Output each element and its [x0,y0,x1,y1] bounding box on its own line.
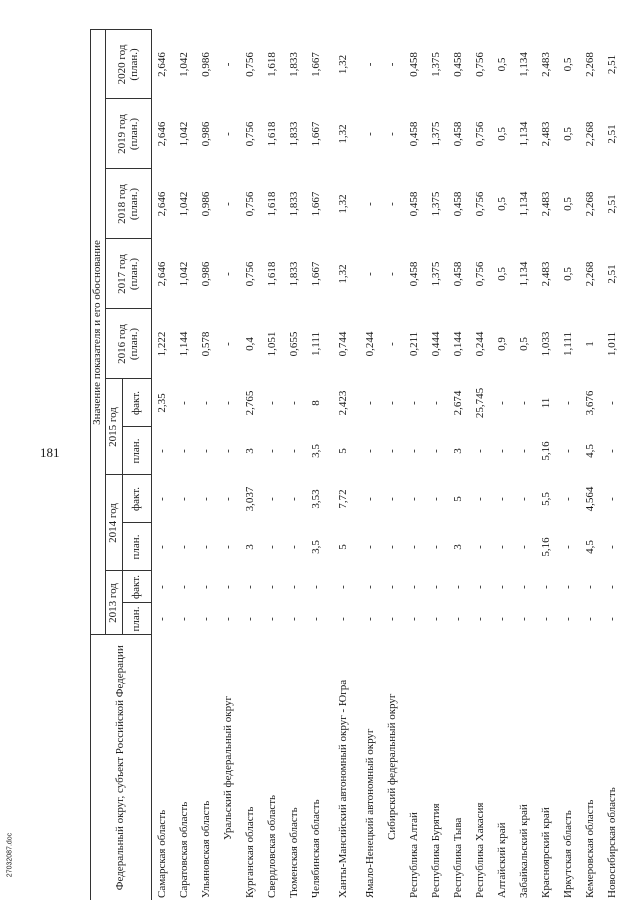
value-cell: 1,667 [310,52,323,77]
value-cell: 5,16 [540,441,553,461]
value-cell: 0,756 [244,121,257,147]
region-name-cell: Свердловская область [266,794,279,898]
value-cell: 1,618 [266,121,279,147]
region-name-cell: Республика Алтай [408,812,421,898]
value-cell: 0,5 [562,57,575,72]
table-row [328,30,360,900]
value-cell: - [606,497,619,501]
table-row [306,30,328,900]
value-cell: - [518,585,531,589]
value-cell: - [430,585,443,589]
value-cell: 1,618 [266,191,279,217]
value-cell: 0,986 [200,52,213,77]
value-cell: - [288,497,301,501]
value-cell: - [496,449,509,453]
value-cell: - [337,585,350,589]
value-cell: 2,423 [337,390,350,416]
value-cell: - [430,449,443,453]
value-cell: 1,375 [430,121,443,147]
value-cell: - [222,617,235,621]
region-name-cell: Красноярский край [540,807,553,898]
value-cell: 5 [337,544,350,550]
value-cell: 0,756 [474,121,487,147]
value-cell: - [266,497,279,501]
value-cell: - [200,585,213,589]
value-cell: - [540,585,553,589]
value-cell: 0,458 [408,52,421,77]
region-name-cell: Самарская область [156,809,169,898]
value-cell: 2,483 [540,261,553,287]
value-cell: 25,745 [474,387,487,419]
value-cell: - [606,617,619,621]
value-cell: - [386,132,399,136]
value-cell: 1,375 [430,191,443,217]
value-cell: 0,458 [452,261,465,287]
value-cell: - [200,617,213,621]
value-cell: 0,986 [200,261,213,287]
value-cell: 1,618 [266,52,279,77]
plan-header: план. [123,523,152,571]
value-cell: 0,5 [496,127,509,141]
value-cell: - [496,401,509,405]
year-header: 2015 год [106,379,123,475]
value-cell: - [288,545,301,549]
value-cell: 2,646 [156,52,169,77]
fact-header: факт. [123,475,152,523]
value-cell: - [222,449,235,453]
value-cell: 1,833 [288,191,301,217]
value-cell: - [408,401,421,405]
value-cell: - [408,617,421,621]
value-cell: - [364,62,377,67]
value-group-header: Значение показателя и его обоснование [91,30,106,635]
value-cell: 1,375 [430,52,443,77]
value-cell: 0,756 [474,191,487,217]
value-cell: 0,244 [364,331,377,357]
table-row [470,30,492,900]
region-name-cell: Курганская область [244,806,257,898]
value-cell: - [156,585,169,589]
value-cell: - [408,545,421,549]
value-cell: - [310,585,323,589]
region-name-cell: Новосибирская область [606,787,619,898]
value-cell: - [310,617,323,621]
value-cell: - [562,497,575,501]
value-cell: 4,5 [584,444,597,458]
value-cell: 3 [244,544,257,550]
value-cell: 4,564 [584,486,597,512]
value-cell: - [430,545,443,549]
value-cell: - [430,401,443,405]
value-cell: - [386,202,399,206]
value-cell: 1,042 [178,52,191,77]
value-cell: 2,268 [584,52,597,77]
value-cell: 0,756 [474,52,487,77]
value-cell: 8 [310,400,323,406]
value-cell: - [540,617,553,621]
value-cell: 0,5 [496,57,509,72]
value-cell: 3,5 [310,540,323,554]
region-name-cell: Кемеровская область [584,799,597,898]
table-row [580,30,602,900]
value-cell: 5,16 [540,537,553,557]
value-cell: 1,134 [518,52,531,77]
value-cell: - [452,617,465,621]
value-cell: 0,144 [452,331,465,357]
value-cell: - [266,545,279,549]
value-cell: 2,268 [584,191,597,217]
value-cell: - [178,401,191,405]
value-cell: 5 [337,448,350,454]
value-cell: 1,042 [178,121,191,147]
value-cell: 1,618 [266,261,279,287]
value-cell: - [288,617,301,621]
value-cell: - [266,449,279,453]
value-cell: - [178,585,191,589]
region-name-cell: Республика Хакасия [474,802,487,898]
value-cell: - [386,449,399,453]
table-row [404,30,426,900]
plan-header: план. [123,427,152,475]
value-cell: 0,5 [562,127,575,141]
value-cell: - [474,449,487,453]
value-cell: - [222,62,235,67]
planned-year-header: 2017 год (план.) [106,239,152,309]
value-cell: - [178,545,191,549]
value-cell: 0,458 [452,191,465,217]
value-cell: 1,833 [288,52,301,77]
value-cell: - [222,497,235,501]
value-cell: 2,646 [156,261,169,287]
value-cell: 0,458 [408,261,421,287]
value-cell: 0,9 [496,337,509,351]
value-cell: - [386,342,399,346]
value-cell: 11 [540,397,553,409]
value-cell: - [178,497,191,501]
value-cell: 0,458 [408,121,421,147]
value-cell: 1,051 [266,331,279,357]
value-cell: 0,756 [474,261,487,287]
value-cell: 3,676 [584,390,597,416]
value-cell: 1,667 [310,121,323,147]
value-cell: 0,458 [408,191,421,217]
value-cell: - [222,132,235,136]
value-cell: - [222,545,235,549]
table-body [152,30,625,900]
value-cell: - [452,585,465,589]
region-name-cell: Республика Тыва [452,817,465,898]
region-name-cell: Тюменская область [288,807,301,898]
value-cell: - [496,497,509,501]
value-cell: 0,458 [452,121,465,147]
rotated-page [90,30,619,900]
value-cell: 1 [584,341,597,347]
value-cell: - [156,617,169,621]
value-cell: 1,833 [288,261,301,287]
value-cell: 0,5 [496,267,509,281]
planned-year-header: 2019 год (план.) [106,99,152,169]
value-cell: - [222,202,235,206]
value-cell: - [386,497,399,501]
table-row [360,30,382,900]
region-name-cell: Челябинская область [310,799,323,898]
value-cell: 3 [244,448,257,454]
value-cell: - [364,617,377,621]
value-cell: 2,646 [156,121,169,147]
value-cell: 2,51 [606,264,619,284]
value-cell: 0,986 [200,191,213,217]
value-cell: - [518,497,531,501]
year-header: 2013 год [106,571,123,635]
region-name-cell: Ямало-Ненецкий автономный округ [364,728,377,898]
value-cell: 2,35 [156,393,169,413]
value-cell: - [562,401,575,405]
value-cell: 3,53 [310,489,323,509]
value-cell: - [430,617,443,621]
value-cell: 0,5 [518,337,531,351]
value-cell: 1,111 [562,332,575,356]
value-cell: 1,32 [337,194,350,214]
value-cell: - [266,585,279,589]
value-cell: - [200,401,213,405]
value-cell: - [156,545,169,549]
table-row [196,30,218,900]
region-name-cell: Уральский федеральный округ [222,695,235,840]
region-column-header: Федеральный округ, субъект Российской Федерации [91,635,152,900]
value-cell: 4,5 [584,540,597,554]
table-row [284,30,306,900]
value-cell: 2,483 [540,191,553,217]
page-number: 181 [40,445,60,460]
table-row [514,30,536,900]
value-cell: - [606,449,619,453]
file-name: 27032087.doc [6,832,14,878]
value-cell: 2,765 [244,390,257,416]
value-cell: 0,211 [408,331,421,357]
value-cell: - [386,545,399,549]
region-name-cell: Иркутская область [562,810,575,898]
table-row [448,30,470,900]
value-cell: 1,134 [518,261,531,287]
value-cell: - [518,617,531,621]
table-row [602,30,624,900]
value-cell: - [474,545,487,549]
value-cell: 1,667 [310,261,323,287]
indicator-table [90,29,624,900]
value-cell: - [496,585,509,589]
value-cell: 0,5 [496,197,509,211]
value-cell: - [266,401,279,405]
fact-header: факт. [123,379,152,427]
value-cell: 1,011 [606,331,619,357]
value-cell: 5,5 [540,492,553,506]
value-cell: - [288,449,301,453]
year-header: 2014 год [106,475,123,571]
value-cell: 2,268 [584,121,597,147]
value-cell: - [562,617,575,621]
region-name-cell: Ульяновская область [200,800,213,898]
value-cell: 2,674 [452,390,465,416]
value-cell: 1,833 [288,121,301,147]
value-cell: 0,655 [288,331,301,357]
fact-header: факт. [123,571,152,603]
table-row [426,30,448,900]
value-cell: 0,986 [200,121,213,147]
region-name-cell: Саратовская область [178,801,191,898]
value-cell: - [364,585,377,589]
value-cell: - [606,401,619,405]
value-cell: - [244,617,257,621]
value-cell: - [222,401,235,405]
planned-year-header: 2016 год (план.) [106,309,152,379]
value-cell: - [408,585,421,589]
table-row [174,30,196,900]
value-cell: 3 [452,544,465,550]
value-cell: - [364,545,377,549]
value-cell: - [386,272,399,276]
value-cell: 1,042 [178,261,191,287]
value-cell: - [200,449,213,453]
table-row [382,30,404,900]
value-cell: - [156,497,169,501]
value-cell: 0,244 [474,331,487,357]
value-cell: - [518,449,531,453]
value-cell: 0,756 [244,261,257,287]
value-cell: 0,458 [452,52,465,77]
value-cell: - [364,401,377,405]
table-row [536,30,558,900]
value-cell: - [606,585,619,589]
value-cell: 7,72 [337,489,350,509]
value-cell: - [178,617,191,621]
value-cell: - [178,449,191,453]
planned-year-header: 2018 год (план.) [106,169,152,239]
value-cell: - [496,617,509,621]
value-cell: 0,744 [337,331,350,357]
value-cell: 1,134 [518,191,531,217]
value-cell: 3,037 [244,486,257,512]
region-name-cell: Сибирский федеральный округ [386,693,399,840]
value-cell: - [288,585,301,589]
value-cell: 2,646 [156,191,169,217]
plan-header: план. [123,603,152,635]
table-header [91,30,152,900]
table-row [240,30,262,900]
value-cell: - [474,585,487,589]
value-cell: 1,144 [178,331,191,357]
value-cell: 0,756 [244,191,257,217]
value-cell: 1,375 [430,261,443,287]
value-cell: 2,51 [606,124,619,144]
value-cell: 2,51 [606,194,619,214]
region-name-cell: Ханты-Мансийский автономный округ - Югра [337,679,350,898]
table-row [492,30,514,900]
region-name-cell: Алтайский край [496,822,509,898]
value-cell: 1,32 [337,124,350,144]
value-cell: 1,111 [310,332,323,356]
file-name-label [0,0,20,905]
value-cell: - [364,449,377,453]
table-row [558,30,580,900]
value-cell: - [408,497,421,501]
value-cell: 5 [452,496,465,502]
value-cell: - [518,545,531,549]
value-cell: 2,268 [584,261,597,287]
value-cell: 1,222 [156,331,169,357]
value-cell: 1,042 [178,191,191,217]
value-cell: 3 [452,448,465,454]
value-cell: - [386,62,399,67]
value-cell: - [222,585,235,589]
value-cell: - [430,497,443,501]
value-cell: 1,667 [310,191,323,217]
region-name-cell: Забайкальский край [518,804,531,898]
value-cell: 0,756 [244,52,257,77]
value-cell: - [496,545,509,549]
value-cell: - [386,401,399,405]
planned-year-header: 2020 год (план.) [106,30,152,99]
table-row [152,30,175,900]
value-cell: 1,32 [337,264,350,284]
value-cell: - [386,617,399,621]
value-cell: 1,32 [337,54,350,75]
value-cell: 0,5 [562,267,575,281]
value-cell: - [474,617,487,621]
value-cell: - [584,585,597,589]
region-name-cell: Республика Бурятия [430,803,443,898]
table-sheet [90,30,619,900]
value-cell: - [200,497,213,501]
value-cell: - [222,272,235,276]
value-cell: - [364,202,377,206]
value-cell: - [266,617,279,621]
value-cell: 0,444 [430,331,443,357]
value-cell: - [200,545,213,549]
value-cell: 3,5 [310,444,323,458]
value-cell: - [222,342,235,346]
value-cell: - [562,585,575,589]
value-cell: - [386,585,399,589]
value-cell: 1,134 [518,121,531,147]
value-cell: - [584,617,597,621]
table-row [262,30,284,900]
value-cell: - [244,585,257,589]
value-cell: - [337,617,350,621]
value-cell: - [156,449,169,453]
value-cell: 2,483 [540,121,553,147]
value-cell: 0,5 [562,197,575,211]
value-cell: - [364,132,377,136]
value-cell: 0,4 [244,337,257,351]
value-cell: - [364,497,377,501]
value-cell: 0,578 [200,331,213,357]
value-cell: - [288,401,301,405]
value-cell: - [606,545,619,549]
value-cell: 2,51 [606,54,619,75]
table-row [218,30,240,900]
value-cell: - [562,545,575,549]
value-cell: - [518,401,531,405]
value-cell: 2,483 [540,52,553,77]
value-cell: - [562,449,575,453]
value-cell: 1,033 [540,331,553,357]
value-cell: - [474,497,487,501]
value-cell: - [408,449,421,453]
value-cell: - [364,272,377,276]
